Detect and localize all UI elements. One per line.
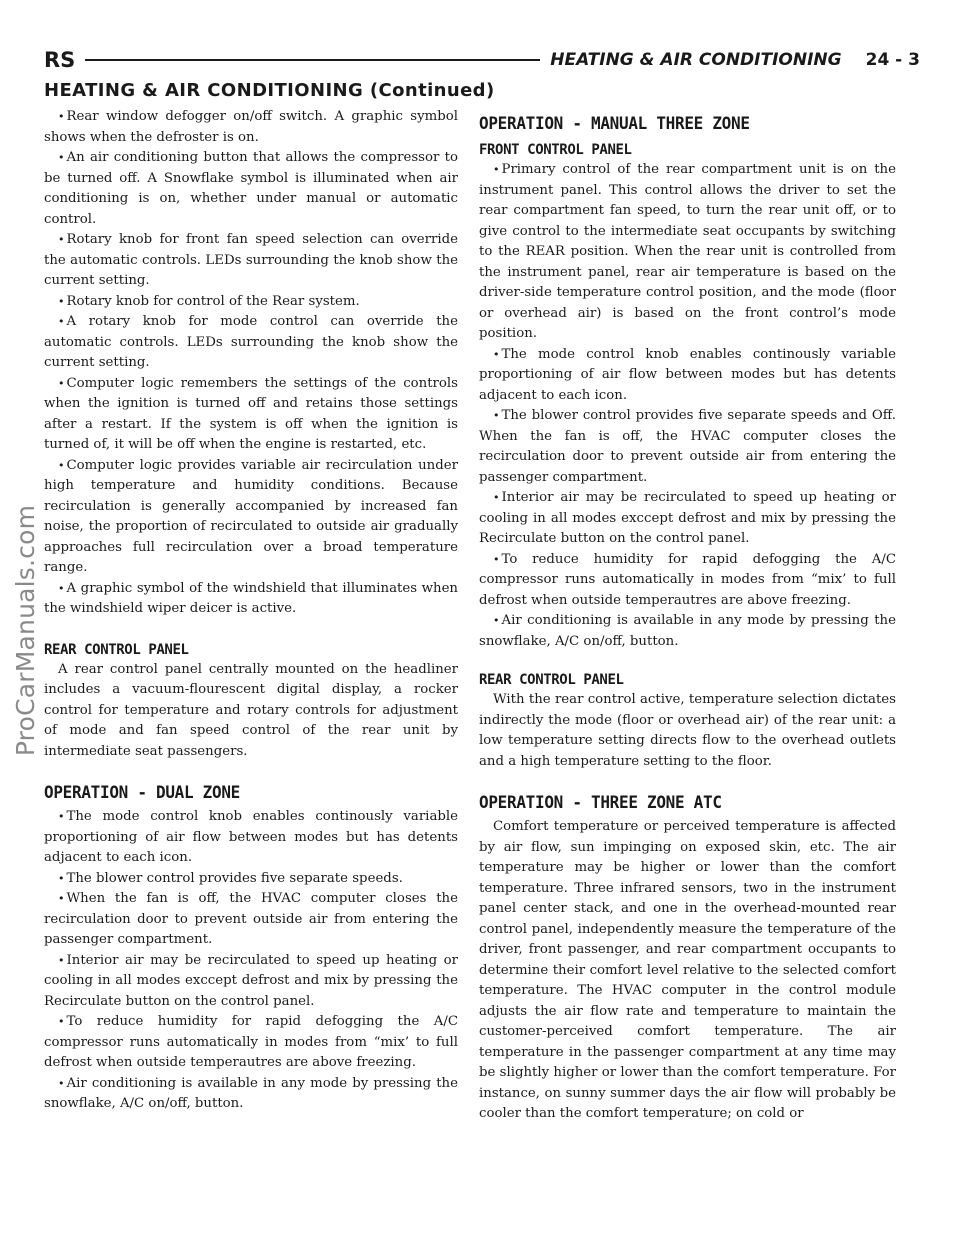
list-item: • Rotary knob for control of the Rear system. xyxy=(58,293,360,309)
bullet-icon: • xyxy=(493,614,500,627)
list-item: • Rotary knob for front fan speed selection can override the automatic controls. LEDs surrounding the knob show the current setting. xyxy=(44,232,458,288)
dual-zone-heading: OPERATION - DUAL ZONE xyxy=(44,782,240,803)
rear-control-panel-text-2: With the rear control active, temperature selection dictates indirectly the mode (floor or overhead air) of the rear unit: a low temperature setting directs flow to the overhead outlets and a high temperature setting to the floor. xyxy=(479,692,896,769)
bullet-icon: • xyxy=(58,376,65,390)
list-item: • To reduce humidity for rapid defogging the A/C compressor runs automatically in modes from “mix’ to full defrost when outside temperautres are above freezing. xyxy=(479,551,896,608)
header-rule xyxy=(85,59,540,61)
bullet-icon: • xyxy=(58,315,65,328)
left-column xyxy=(44,107,458,1115)
list-item: • An air conditioning button that allows the compressor to be turned off. A Snowflake symbol is illuminated when air conditioning is on, whether under manual or automatic control. xyxy=(44,150,458,227)
bullet-icon: • xyxy=(58,810,65,823)
bullet-icon: • xyxy=(58,110,65,123)
page-header xyxy=(44,46,920,74)
list-item: • The blower control provides five separate speeds. xyxy=(58,870,403,886)
list-item: • When the fan is off, the HVAC computer closes the recirculation door to prevent outside air from entering the passenger compartment. xyxy=(44,891,458,947)
list-item: • A rotary knob for mode control can override the automatic controls. LEDs surrounding the knob show the current setting. xyxy=(44,314,458,370)
bullet-icon: • xyxy=(58,871,65,885)
bullet-icon: • xyxy=(58,458,65,472)
section-continued-title: HEATING & AIR CONDITIONING (Continued) xyxy=(44,80,495,101)
bullet-icon: • xyxy=(493,491,500,504)
header-title: HEATING & AIR CONDITIONING xyxy=(550,50,842,70)
list-item: • Interior air may be recirculated to speed up heating or cooling in all modes exccept defrost and mix by pressing the Recirculate button on the control panel. xyxy=(479,490,896,546)
list-item: • Interior air may be recirculated to speed up heating or cooling in all modes exccept defrost and mix by pressing the Recirculate button on the control panel. xyxy=(44,952,458,1009)
rear-control-panel-heading: REAR CONTROL PANEL xyxy=(44,641,189,658)
list-item: • The mode control knob enables continously variable proportioning of air flow between modes but has detents adjacent to each icon. xyxy=(44,809,458,865)
bullet-icon: • xyxy=(58,953,65,967)
right-column xyxy=(479,107,896,1125)
feature-bullet-list xyxy=(44,107,458,620)
bullet-icon: • xyxy=(58,151,65,164)
three-zone-atc-heading: OPERATION - THREE ZONE ATC xyxy=(479,792,722,813)
watermark xyxy=(6,280,46,980)
watermark-text: ProCarManuals.com xyxy=(11,504,41,756)
list-item: • Primary control of the rear compartment unit is on the instrument panel. This control allows the driver to set the rear compartment fan speed, to turn the rear unit off, or to give control to the intermediate seat occupants by switching to the REAR position. When the rear unit is controlled from the instrument panel, rear air temperature is based on the driver-side temperature control position, and the mode (floor or overhead air) is based on the front control’s mode position. xyxy=(479,162,896,341)
front-control-panel-heading: FRONT CONTROL PANEL xyxy=(479,142,632,158)
list-item: • A graphic symbol of the windshield that illuminates when the windshield wiper deicer is active. xyxy=(44,580,458,616)
list-item: • Computer logic remembers the settings of the controls when the ignition is turned off and retains those settings after a restart. If the system is off when the ignition is turned of, it will be off when the engine is restarted, etc. xyxy=(44,375,458,452)
bullet-icon: • xyxy=(58,581,65,595)
page-number: 24 - 3 xyxy=(865,50,920,70)
list-item: • Air conditioning is available in any mode by pressing the snowflake, A/C on/off, button. xyxy=(44,1075,458,1111)
list-item: • Rear window defogger on/off switch. A graphic symbol shows when the defroster is on. xyxy=(44,109,458,145)
bullet-icon: • xyxy=(493,347,500,361)
list-item: • To reduce humidity for rapid defogging the A/C compressor runs automatically in modes from “mix’ to full defrost when outside temperautres are above freezing. xyxy=(44,1014,458,1070)
list-item: • Air conditioning is available in any mode by pressing the snowflake, A/C on/off, button. xyxy=(479,613,896,649)
rear-control-panel-heading-2: REAR CONTROL PANEL xyxy=(479,672,624,688)
bullet-icon: • xyxy=(58,892,65,905)
bullet-icon: • xyxy=(493,163,500,176)
list-item: • The blower control provides five separate speeds and Off. When the fan is off, the HVAC computer closes the recirculation door to prevent outside air from entering the passenger compartment. xyxy=(479,408,896,485)
three-zone-atc-text: Comfort temperature or perceived temperature is affected by air flow, sun impinging on exposed skin, etc. The air temperature may be higher or lower than the comfort temperature. Three infrared sensors, two in the instrument panel center stack, and one in the overhead-mounted rear control panel, independently measure the temperature of the driver, front passenger, and rear compartment occupants to determine their comfort level relative to the selected comfort temperature. The HVAC computer in the control module adjusts the air flow rate and temperature to maintain the customer-perceived comfort temperature. The air temperature in the passenger compartment at any time may be slightly higher or lower than the comfort temperature. For instance, on sunny summer days the air flow will probably be cooler than the comfort temperature; on cold or xyxy=(479,819,896,1121)
list-item: • Computer logic provides variable air recirculation under high temperature and humidity conditions. Because recirculation is generally accompanied by increased fan noise, the proportion of recirculated to outside air gradually approaches full recirculation over a broad temperature range. xyxy=(44,457,458,575)
front-panel-bullet-list xyxy=(479,160,896,652)
header-section-code: RS xyxy=(44,48,76,72)
dual-zone-bullet-list xyxy=(44,807,458,1115)
bullet-icon: • xyxy=(493,552,500,566)
rear-control-panel-text: A rear control panel centrally mounted on the headliner includes a vacuum-flourescent digital display, a rocker control for temperature and rotary controls for adjustment of mode and fan speed control of the rear unit by intermediate seat passengers. xyxy=(44,661,458,759)
bullet-icon: • xyxy=(58,233,65,246)
bullet-icon: • xyxy=(58,1015,65,1028)
bullet-icon: • xyxy=(58,294,65,308)
manual-three-zone-heading: OPERATION - MANUAL THREE ZONE xyxy=(479,113,750,134)
list-item: • The mode control knob enables continously variable proportioning of air flow between modes but has detents adjacent to each icon. xyxy=(479,346,896,403)
bullet-icon: • xyxy=(58,1076,65,1090)
bullet-icon: • xyxy=(493,409,500,422)
